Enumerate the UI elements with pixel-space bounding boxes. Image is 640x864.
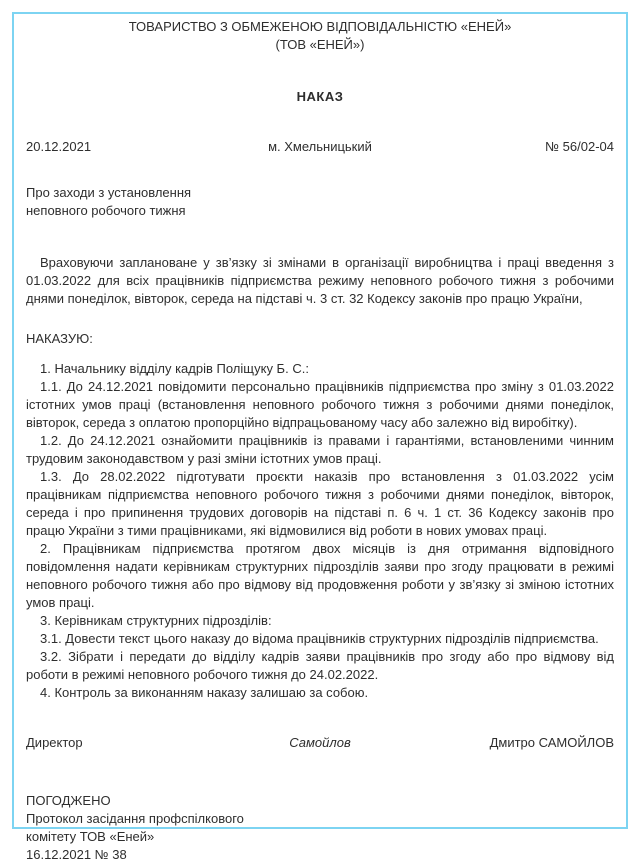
document-type-heading: НАКАЗ [296,89,344,104]
company-short-name: (ТОВ «ЕНЕЙ») [275,37,365,52]
approval-block [26,792,614,864]
order-item-4: 4. Контроль за виконанням наказу залишаю за собою. [40,685,369,700]
signer-position: Директор [26,735,83,750]
order-item-1-1: 1.1. До 24.12.2021 повідомити персонально працівників підприємства про зміну з 01.03.2022 істотних умов праці (встановлення неповного робочого тижня з робочими днями понеділок, вівторок, середа з оплатою пропорційно відпрацьованому часу або залежно від виробітку). [26,379,614,430]
order-items [26,360,614,702]
order-item-3: 3. Керівникам структурних підрозділів: [40,613,272,628]
order-item-1: 1. Начальнику відділу кадрів Поліщуку Б. С.: [40,361,309,376]
document-place: м. Хмельницький [268,139,372,154]
document-meta-row [26,138,614,156]
approval-line-2: комітету ТОВ «Еней» [26,829,155,844]
document-subject [26,184,614,220]
approval-line-1: Протокол засідання профспілкового [26,811,244,826]
preamble-paragraph: Враховуючи заплановане у зв’язку зі змінами в організації виробництва і праці введення з 01.03.2022 для всіх працівників підприємства режиму неповного робочого тижня з робочими днями понеділок, вівторок, середа на підставі ч. 3 ст. 32 Кодексу законів про працю України, [26,255,614,306]
signature-row [26,734,614,752]
order-item-3-1: 3.1. Довести текст цього наказу до відома працівників структурних підрозділів підприємства. [40,631,599,646]
order-item-1-2: 1.2. До 24.12.2021 ознайомити працівників із правами і гарантіями, встановленими чинним трудовим законодавством у разі зміни істотних умов праці. [26,433,614,466]
order-item-3-2: 3.2. Зібрати і передати до відділу кадрів заяви працівників про згоду або про відмову від роботи в режимі неповного робочого тижня до 24.02.2022. [26,649,614,682]
document-number: № 56/02-04 [545,139,614,154]
subject-line-2: неповного робочого тижня [26,203,186,218]
document-date: 20.12.2021 [26,139,92,154]
document-content [26,18,614,864]
approval-label: ПОГОДЖЕНО [26,793,111,808]
signer-full-name: Дмитро САМОЙЛОВ [489,735,614,750]
company-full-name: ТОВАРИСТВО З ОБМЕЖЕНОЮ ВІДПОВІДАЛЬНІСТЮ «ЕНЕЙ» [128,19,512,34]
subject-line-1: Про заходи з установлення [26,185,192,200]
order-word: НАКАЗУЮ: [26,331,93,346]
order-item-2: 2. Працівникам підприємства протягом двох місяців із дня отримання відповідного повідомлення надати керівникам структурних підрозділів заяви про згоду працювати в режимі неповного робочого тижня або про відмову від продовження роботи у зв’язку зі зміною істотних умов праці. [26,541,614,610]
approval-line-3: 16.12.2021 № 38 [26,847,127,862]
signer-facsimile-signature: Самойлов [289,735,351,750]
order-item-1-3: 1.3. До 28.02.2022 підготувати проєкти наказів про встановлення з 01.03.2022 усім працівникам підприємства неповного робочого тижня з робочими днями понеділок, вівторок, середа і про припинення трудових договорів на підставі п. 6 ч. 1 ст. 36 Кодексу законів про працю України з тими працівниками, які відмовилися від роботи в нових умовах праці. [26,469,614,538]
